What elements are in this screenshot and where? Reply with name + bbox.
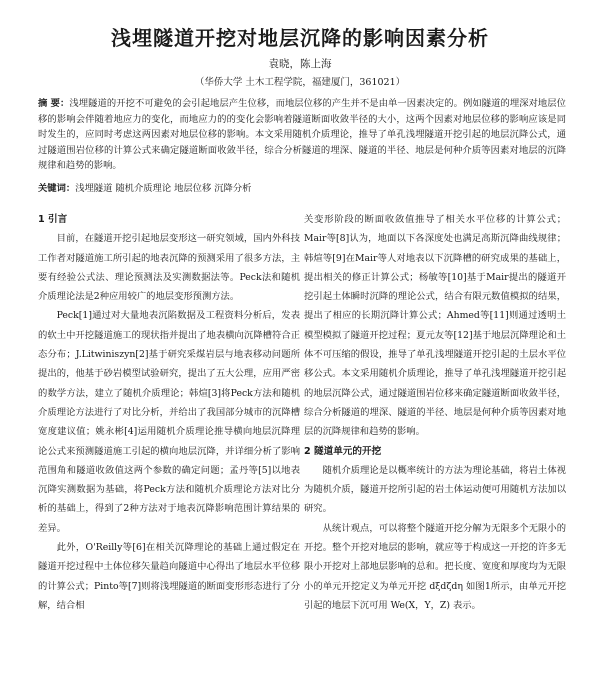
body-paragraph: Peck[1]通过对大量地表沉陷数据及工程资料分析后，发表的软土中开挖隧道施工的现状指并提出了地表横向沉降槽符合正态分布；J.Litwiniszyn[2]基于研究采煤岩层与地表移动问题所提出的，他基于砂岩模型试验研究，提出了五大公理，应用严密的数学方法，建立了随机介质理论；韩煊[3]将Peck方法和随机介质理论方法进行了对比分析，并给出了我国部分城市的沉降槽宽度建议值；姚永彬[4]运用随机介质理论推导横向地层沉降理论公式来预测隧道施工引起的横向地层沉降，并详细分析了影响范围角和隧道收敛值这两个参数的确定问题；孟丹等[5]以地表沉降实测数据为基础，将Peck方法和随机介质理论方法对比分析的基础上，得到了2种方法对于地表沉降影响范围计算结果的差异。: [38, 310, 300, 534]
body-paragraph: 从统计观点，可以将整个隧道开挖分解为无限多个无限小的开挖。整个开挖对地层的影响，就应等于构成这一开挖的许多无限小开挖对上部地层影响的总和。把长度、宽度和厚度均为无限小的单元开挖定义为单元开挖 dξdζdη 如图1所示，由单元开挖引起的地层下沉可用 We(X，Y，Z) 表示。: [304, 522, 566, 611]
paper-affiliation: （华侨大学 土木工程学院，福建厦门，361021）: [194, 77, 406, 88]
paper-authors: 袁晓，陈上海: [268, 58, 332, 70]
keywords-label: 关键词：: [38, 183, 76, 194]
body-paragraph: 随机介质理论是以概率统计的方法为理论基础，将岩土体视为随机介质，隧道开挖所引起的岩土体运动便可用随机方法加以研究。: [304, 464, 566, 515]
keywords: [38, 180, 566, 194]
abstract: [38, 96, 566, 174]
body-paragraph: 关变形阶段的断面收敛值推导了相关水平位移的计算公式；Mair等[8]认为，地面以下各深度处也满足高斯沉降曲线规律；韩煊等[9]在Mair等人对地表以下沉降槽的研究成果的基础上，提出相关的修正计算公式；杨敏等[10]基于Mair提出的隧道开挖引起土体瞬时沉降的理论公式，结合有限元数值模拟的结果，提出了相应的长期沉降计算公式；Ahmed等[11]则通过透明土模型模拟了隧道开挖过程；夏元友等[12]基于地层沉降理论和土体不可压缩的假设，推导了单孔浅埋隧道开挖引起的土层水平位移公式。本文采用随机介质理论，推导了单孔浅埋隧道开挖引起的地层沉降公式，通过隧道围岩位移来确定隧道断面收敛半径，综合分析隧道的埋深、隧道的半径、地层是何种介质等因素对地层的沉降规律和趋势的影响。: [304, 214, 566, 438]
section-heading: 2 隧道单元的开挖: [304, 445, 382, 457]
left-column: [38, 210, 300, 615]
keywords-text: 浅埋隧道 随机介质理论 地层位移 沉降分析: [75, 183, 252, 194]
paper-title: 浅埋隧道开挖对地层沉降的影响因素分析: [111, 26, 489, 50]
abstract-label: 摘 要：: [38, 98, 70, 109]
abstract-text: 浅埋隧道的开挖不可避免的会引起地层产生位移，而地层位移的产生并不是由单一因素决定的。例如隧道的埋深对地层位移的影响会伴随着地应力的变化，而地应力的的变化会影响着隧道断面收敛半径的大小，这两个因素对地层位移的影响应该是同时发生的，应同时考虑这两因素对地层位移的影响。本文采用随机介质理论，推导了单孔浅埋隧道开挖引起的地层沉降公式，通过隧道围岩位移的计算公式来确定隧道断面收敛半径，综合分析隧道的埋深、隧道的半径、地层是何种介质等因素对地层的沉降规律和趋势的影响。: [38, 98, 566, 172]
body-paragraph: 目前，在隧道开挖引起地层变形这一研究领域，国内外科技工作者对隧道施工所引起的地表沉降的预测采用了很多方法，主要有经验公式法、理论预测法及实测数据法等。Peck法和随机介质理论法是2种应用较广的地层变形预测方法。: [38, 233, 300, 303]
section-heading: 1 引言: [38, 214, 68, 225]
right-column: [304, 210, 566, 615]
body-paragraph: 此外，O'Reilly等[6]在相关沉降理论的基础上通过假定在隧道开挖过程中土体位移矢量趋向隧道中心得出了地层水平位移的计算公式；Pinto等[7]则将浅埋隧道的断面变形形态进行了分解，结合相: [38, 542, 300, 611]
